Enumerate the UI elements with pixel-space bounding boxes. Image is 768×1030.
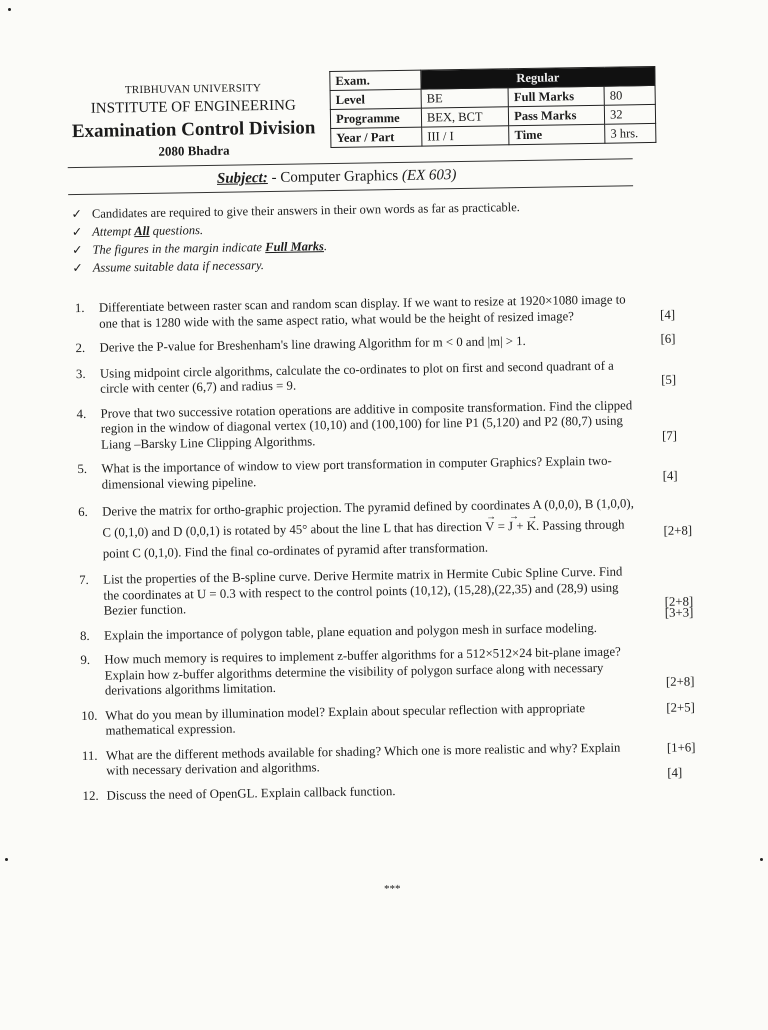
divider-bottom xyxy=(68,185,633,195)
level-label: Level xyxy=(330,89,421,109)
question-marks: [1+6] xyxy=(666,740,696,755)
level-value: BE xyxy=(421,88,509,108)
question-marks: [2+8] xyxy=(663,523,693,538)
question-item xyxy=(76,357,696,398)
full-marks-value: 80 xyxy=(604,85,655,105)
question-text: What are the different methods available for shading? Which one is more realistic and why? Explain with necessary derivation and algorithms. xyxy=(105,740,621,778)
question-marks: [4] xyxy=(660,307,676,322)
scan-speck xyxy=(760,858,763,861)
question-item xyxy=(82,765,702,804)
vector-v: → V xyxy=(485,517,495,538)
time-label: Time xyxy=(509,124,605,145)
question-item xyxy=(80,643,701,699)
pass-marks-label: Pass Marks xyxy=(509,105,605,126)
subject-name: - Computer Graphics xyxy=(271,167,399,186)
question-text: Discuss the need of OpenGL. Explain callback function. xyxy=(106,783,396,803)
header-block xyxy=(55,81,331,161)
instruction-text: . xyxy=(323,239,328,254)
instruction-emphasis: All xyxy=(134,223,150,239)
question-text xyxy=(102,493,635,564)
question-number: 9. xyxy=(80,652,91,668)
question-text-part: . Passing through point C (0,1,0). Find the final co-ordinates of pyramid after transformation. xyxy=(102,517,625,561)
question-number: 11. xyxy=(81,748,98,763)
year-part-label: Year / Part xyxy=(331,127,422,147)
question-text: Using midpoint circle algorithms, calculate the co-ordinates to plot on first and second quadrant of a circle with center (6,7) and radius = 9. xyxy=(99,358,614,396)
subject-label: Subject: xyxy=(216,170,268,187)
question-text: Explain the importance of polygon table, plane equation and polygon mesh in surface modeling. xyxy=(103,620,598,643)
question-text: How much memory is requires to implement z-buffer algorithms for a 512×512×24 bit-plane image? Explain how z-buffer algorithms determine the visibility of polygon surface along with necessary derivations algorithms limitation. xyxy=(104,644,621,698)
scan-speck xyxy=(5,858,8,861)
year-part-value: III / I xyxy=(422,126,510,146)
question-text-part: Derive the matrix for ortho-graphic projection. The pyramid defined by coordinates A (0,0,0), B (1,0,0), C (0,1,0) and D (0,0,1) is rotated by 45° about the line L that has direction xyxy=(102,496,634,540)
question-marks: [7] xyxy=(661,428,678,443)
exam-info-table xyxy=(329,66,656,148)
vector-equals: = xyxy=(494,519,509,534)
programme-value: BEX, BCT xyxy=(421,107,509,127)
question-marks: [4] xyxy=(667,765,683,780)
instruction-text: Assume suitable data if necessary. xyxy=(92,258,265,275)
time-value: 3 hrs. xyxy=(605,123,656,143)
question-item xyxy=(76,397,697,453)
question-number: 5. xyxy=(77,461,88,477)
end-of-paper-mark: *** xyxy=(384,883,401,896)
university-name: TRIBHUVAN UNIVERSITY xyxy=(124,82,262,97)
subject-line xyxy=(217,167,457,188)
division-name: Examination Control Division xyxy=(71,117,316,143)
question-item xyxy=(75,291,695,332)
question-item xyxy=(81,699,701,740)
exam-date: 2080 Bhadra xyxy=(158,142,230,159)
question-number: 4. xyxy=(76,406,87,421)
question-item xyxy=(79,604,700,644)
exam-label: Exam. xyxy=(330,70,421,90)
instruction-text: questions. xyxy=(149,223,204,238)
question-text: What is the importance of window to view port transformation in computer Graphics? Explain two-dimensional viewing pipeline. xyxy=(101,453,612,492)
question-marks: [5] xyxy=(661,372,677,387)
programme-label: Programme xyxy=(330,108,421,128)
instruction-text: Attempt xyxy=(92,224,135,239)
instruction-emphasis: Full Marks xyxy=(265,239,324,255)
questions-list xyxy=(75,291,703,804)
exam-type-value: Regular xyxy=(421,66,655,89)
question-item xyxy=(79,563,700,619)
question-item xyxy=(82,739,702,780)
question-item xyxy=(77,452,697,493)
question-marks: [2+5] xyxy=(666,700,695,715)
question-number: 12. xyxy=(82,788,99,803)
question-number: 8. xyxy=(79,628,90,643)
question-text: Derive the P-value for Breshenham's line drawing Algorithm for m < 0 and |m| > 1. xyxy=(99,334,526,355)
vector-plus: + xyxy=(512,519,527,534)
question-marks: [2+8] xyxy=(665,674,695,689)
full-marks-label: Full Marks xyxy=(508,86,604,107)
question-marks: [4] xyxy=(662,468,678,483)
question-text: List the properties of the B-spline curve. Derive Hermite matrix in Hermite Cubic Spline Curve. Find the coordinates at U = 0.3 with respect to the control points (10,12), (15,28),(22,35) and (28,9) using Bezier function. xyxy=(103,564,623,618)
question-text: What do you mean by illumination model? Explain about specular reflection with appropriate mathematical expression. xyxy=(105,700,586,738)
question-text: Prove that two successive rotation operations are additive in composite transformation. Find the clipped region in the window of diagonal vertex (10,10) and (100,100) for line P1 (5,120) and P2 (80,7) using Liang –Barsky Line Clipping Algorithms. xyxy=(100,397,633,452)
question-number: 3. xyxy=(75,366,86,381)
question-marks: [6] xyxy=(660,331,676,346)
question-text: Differentiate between raster scan and random scan display. If we want to resize at 1920×1080 image to one that is 1280 wide with the same aspect ratio, what would be the height of resized image? xyxy=(98,292,626,331)
instruction-text: Candidates are required to give their answers in their own words as far as practicable. xyxy=(91,200,520,221)
question-item xyxy=(75,331,695,356)
question-number: 1. xyxy=(74,300,85,316)
question-number: 7. xyxy=(79,572,89,588)
question-item xyxy=(78,492,699,565)
question-marks: [3+3] xyxy=(664,604,694,620)
question-number: 6. xyxy=(78,504,88,520)
subject-code: (EX 603) xyxy=(401,167,457,184)
pass-marks-value: 32 xyxy=(604,104,655,124)
question-number: 2. xyxy=(75,340,86,356)
scan-speck xyxy=(8,8,11,11)
instructions-list xyxy=(71,196,632,277)
question-number: 10. xyxy=(81,708,98,723)
question-marks: [2+8] xyxy=(664,594,694,609)
institute-name: INSTITUTE OF ENGINEERING xyxy=(90,97,296,117)
vector-j: → J xyxy=(508,516,513,537)
vector-k: → K xyxy=(527,516,537,537)
instruction-text: The figures in the margin indicate xyxy=(92,240,266,257)
